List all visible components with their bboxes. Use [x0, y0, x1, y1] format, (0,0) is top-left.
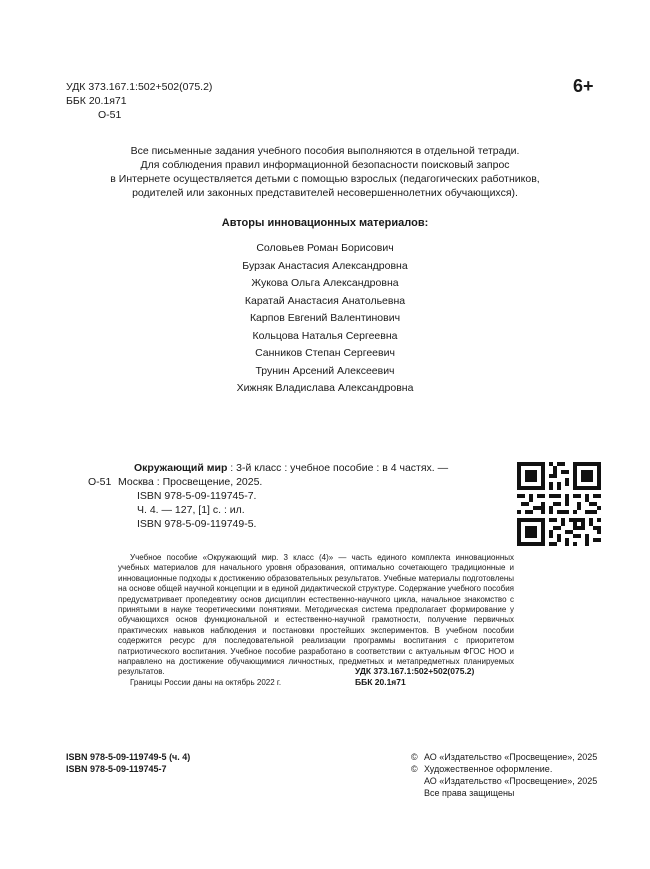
- author-name: Каратай Анастасия Анатольевна: [244, 294, 406, 307]
- author-name: Хижняк Владислава Александровна: [236, 382, 414, 394]
- notice: [100, 144, 550, 200]
- authors-title: Авторы инновационных материалов:: [221, 217, 429, 229]
- udk-code: УДК 373.167.1:502+502(075.2): [355, 666, 475, 676]
- notice-line: родителей или законных представителей несовершеннолетних обучающихся).: [132, 187, 518, 199]
- author-name: Карпов Евгений Валентинович: [249, 312, 401, 324]
- author-name: Кольцова Наталья Сергеевна: [252, 329, 398, 342]
- isbn-part-line: ISBN 978-5-09-119749-5.: [137, 518, 257, 530]
- notice-line: Для соблюдения правил информационной безопасности поисковый запрос: [140, 159, 510, 171]
- annotation-paragraph: Учебное пособие «Окружающий мир. 3 класс (4)» — часть единого комплекта инновационных учебных материалов для начального уровня образования, оптимально сочетающего традиционные и инновационные подходы к достижению образовательных результатов. Учебные материалы подготовлены на основе общей научной концепции и в единой дидактической структуре. Содержание учебного пособия предусматривает пропедевтику основ дисциплин естественно-научного цикла, начальное знакомство с принятыми в науке теоретическими понятиями. Методическая система предполагает формирование у обучающихся основ функциональной и естественно-научной грамотности, получение первичных практических навыков наблюдения и постановки простейших экспериментов. В учебном пособии содержится ресурс для последовательной реализации программы воспитания с приоритетом патриотического воспитания. Учебное пособие разработано в соответствии с актуальным ФГОС НОО и направлено на достижение обучающимися личностных, предметных и метапредметных планируемых результатов.: [118, 553, 514, 677]
- author-name: Трунин Арсений Алексеевич: [255, 364, 395, 377]
- book-title-rest: : 3-й класс : учебное пособие : в 4 частях. —: [227, 462, 449, 474]
- header-classification: [66, 80, 212, 122]
- copyright-block: [411, 751, 597, 799]
- copyright-line: АО «Издательство «Просвещение», 2025: [424, 776, 598, 786]
- author-name: Жукова Ольга Александровна: [251, 277, 399, 289]
- author-mark: О-51: [88, 476, 112, 488]
- isbn-set: ISBN 978-5-09-119745-7: [66, 764, 167, 774]
- authors-list: [0, 240, 650, 398]
- qr-code-icon: [517, 462, 601, 546]
- bbk-code: ББК 20.1я71: [355, 677, 406, 687]
- header-bbk: ББК 20.1я71: [66, 95, 127, 107]
- header-code: О-51: [98, 109, 122, 121]
- rights-reserved: Все права защищены: [424, 788, 515, 798]
- copyright-icon: ©: [411, 752, 418, 762]
- book-title: Окружающий мир: [134, 462, 228, 474]
- bibliographic-record: [88, 461, 508, 531]
- publisher-line: Москва : Просвещение, 2025.: [118, 476, 263, 488]
- notice-line: в Интернете осуществляется детьми с помощью взрослых (педагогических работников,: [110, 173, 540, 185]
- copyright-line: АО «Издательство «Просвещение», 2025: [424, 752, 598, 762]
- age-rating: 6+: [573, 76, 594, 96]
- header-udk: УДК 373.167.1:502+502(075.2): [66, 81, 213, 93]
- author-name: Бурзак Анастасия Александровна: [242, 259, 408, 272]
- author-name: Санников Степан Сергеевич: [255, 347, 395, 359]
- borders-note: Границы России даны на октябрь 2022 г.: [130, 677, 282, 687]
- pages-line: Ч. 4. — 127, [1] с. : ил.: [137, 504, 245, 516]
- copyright-line: Художественное оформление.: [424, 764, 553, 774]
- isbn-block: [66, 751, 190, 775]
- isbn-part: ISBN 978-5-09-119749-5 (ч. 4): [66, 752, 191, 762]
- copyright-icon: ©: [411, 764, 418, 774]
- classification-codes: [355, 666, 474, 688]
- isbn-set-line: ISBN 978-5-09-119745-7.: [137, 490, 257, 502]
- author-name: Соловьев Роман Борисович: [256, 242, 394, 254]
- notice-line: Все письменные задания учебного пособия выполняются в отдельной тетради.: [130, 145, 520, 157]
